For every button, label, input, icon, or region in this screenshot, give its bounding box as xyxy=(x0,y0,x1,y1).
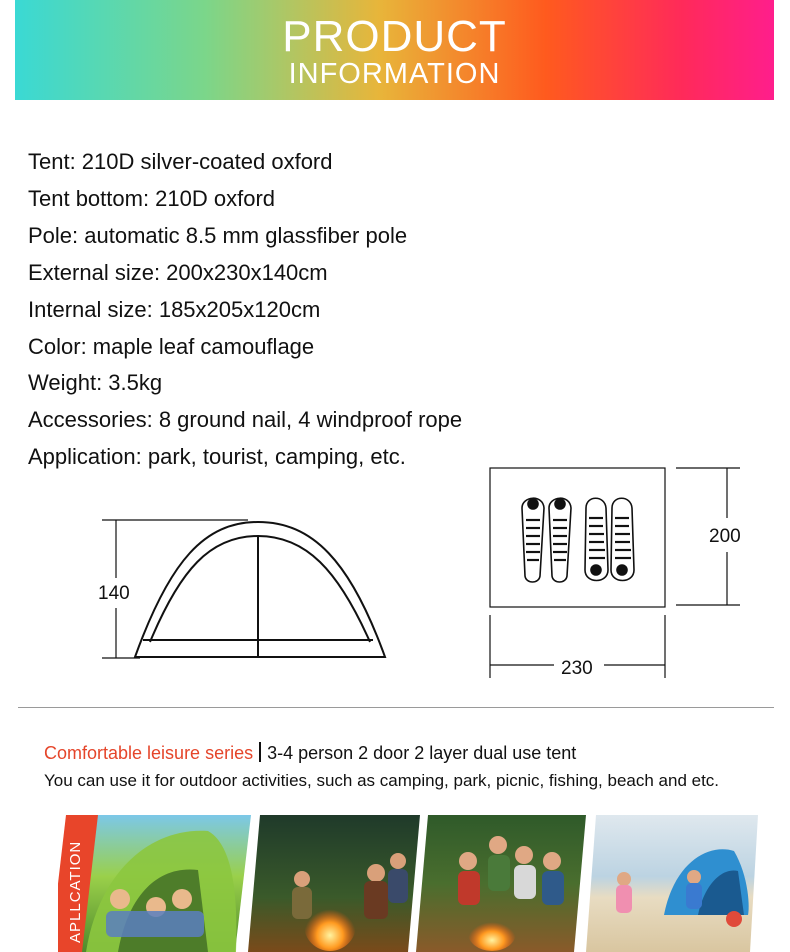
spec-item: Tent: 210D silver-coated oxford xyxy=(28,149,333,174)
photo-beach-tent xyxy=(586,815,758,952)
tent-side-view xyxy=(135,522,385,657)
spec-item: Color: maple leaf camouflage xyxy=(28,333,315,359)
spec-item: Internal size: 185x205x120cm xyxy=(28,296,321,322)
series-heading xyxy=(44,742,576,764)
tent-dimension-diagram xyxy=(0,460,790,700)
product-information-banner xyxy=(15,0,774,100)
spec-item: Pole: automatic 8.5 mm glassfiber pole xyxy=(28,222,408,248)
section-divider xyxy=(18,707,774,708)
separator-bar xyxy=(259,742,261,762)
height-label: 140 xyxy=(98,583,130,604)
sleeping-bags-icon xyxy=(522,498,634,582)
width-label: 230 xyxy=(561,658,593,679)
usage-description: You can use it for outdoor activities, such as camping, park, picnic, fishing, beach and etc. xyxy=(44,771,720,790)
series-subtitle: 3-4 person 2 door 2 layer dual use tent xyxy=(267,743,577,763)
application-tag-label: APLLCATION xyxy=(67,840,84,943)
photo-group-camping xyxy=(416,815,586,952)
banner-title: PRODUCT xyxy=(282,12,507,61)
banner-subtitle: INFORMATION xyxy=(288,58,501,90)
spec-item: External size: 200x230x140cm xyxy=(28,259,328,285)
spec-item: Tent bottom: 210D oxford xyxy=(28,185,276,211)
tent-floor-plan xyxy=(490,468,665,607)
application-photo-strip xyxy=(58,815,758,952)
photo-campfire xyxy=(248,815,420,952)
depth-label: 200 xyxy=(709,526,741,547)
series-name: Comfortable leisure series xyxy=(44,743,254,763)
spec-item: Accessories: 8 ground nail, 4 windproof rope xyxy=(28,407,463,433)
spec-item: Application: park, tourist, camping, etc. xyxy=(28,444,406,470)
spec-item: Weight: 3.5kg xyxy=(28,370,163,396)
spec-list xyxy=(28,144,462,476)
